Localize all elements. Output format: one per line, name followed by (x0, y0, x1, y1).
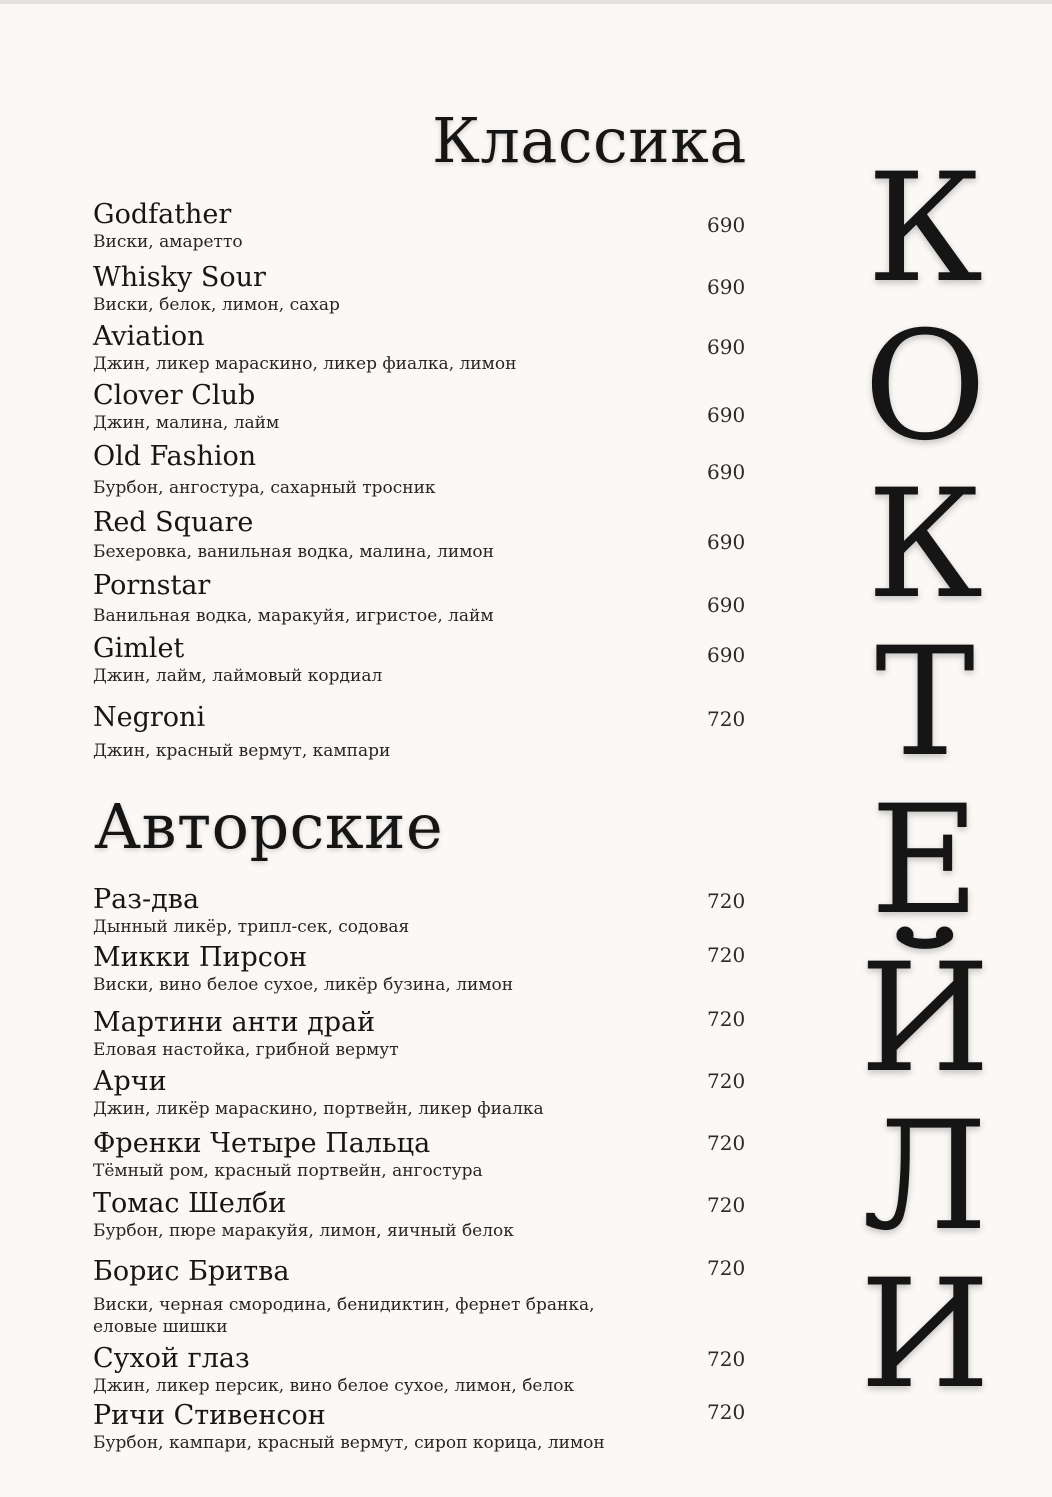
menu-item-price: 690 (707, 530, 746, 554)
menu-item-price: 720 (707, 943, 746, 967)
menu-item-description: Бурбон, пюре маракуйя, лимон, яичный белок (93, 1221, 514, 1241)
menu-item-description: Виски, белок, лимон, сахар (93, 295, 340, 315)
menu-item-name: Мартини анти драй (93, 1007, 376, 1038)
menu-item (93, 1343, 773, 1397)
menu-item-name: Gimlet (93, 633, 185, 664)
menu-item (93, 380, 773, 434)
menu-item-name: Френки Четыре Пальца (93, 1128, 431, 1159)
section-title-author: Авторские (94, 790, 444, 863)
menu-item-price: 720 (707, 1400, 746, 1424)
menu-item-price: 720 (707, 707, 746, 731)
menu-item-description: Еловая настойка, грибной вермут (93, 1040, 399, 1060)
menu-item-price: 690 (707, 403, 746, 427)
menu-item-name: Борис Бритва (93, 1256, 290, 1287)
menu-item (93, 1400, 773, 1454)
vertical-title-letter: И (859, 1248, 991, 1422)
vertical-title-letter: О (863, 300, 987, 474)
menu-item-description: Виски, черная смородина, бенидиктин, фернет бранка, еловые шишки (93, 1295, 595, 1337)
menu-item (93, 507, 773, 563)
menu-item (93, 1066, 773, 1120)
menu-item-price: 720 (707, 1069, 746, 1093)
menu-item-description: Джин, ликер персик, вино белое сухое, лимон, белок (93, 1376, 575, 1396)
menu-item (93, 199, 773, 253)
menu-item-name: Whisky Sour (93, 262, 266, 293)
menu-item-name: Old Fashion (93, 441, 257, 472)
menu-item-description: Джин, ликёр мараскино, портвейн, ликер фиалка (93, 1099, 544, 1119)
menu-item-description: Бехеровка, ванильная водка, малина, лимон (93, 542, 494, 562)
menu-item-price: 720 (707, 1131, 746, 1155)
menu-item-price: 690 (707, 593, 746, 617)
menu-item-price: 720 (707, 1193, 746, 1217)
menu-item-name: Томас Шелби (93, 1188, 287, 1219)
vertical-title (859, 142, 991, 1422)
menu-item-description: Виски, амаретто (93, 232, 243, 252)
menu-item-name: Negroni (93, 702, 206, 733)
menu-item-price: 720 (707, 1007, 746, 1031)
menu-item-description: Джин, ликер мараскино, ликер фиалка, лимон (93, 354, 517, 374)
menu-item (93, 262, 773, 316)
menu-item-description: Ванильная водка, маракуйя, игристое, лайм (93, 606, 494, 626)
vertical-title-letter: К (866, 142, 984, 316)
menu-item (93, 1128, 773, 1182)
menu-item-name: Pornstar (93, 570, 211, 601)
menu-item-description: Джин, лайм, лаймовый кордиал (93, 666, 383, 686)
menu-item-name: Aviation (93, 321, 205, 352)
section-title-classic: Классика (432, 104, 747, 177)
menu-item-name: Red Square (93, 507, 254, 538)
vertical-title-letter: Т (874, 616, 976, 790)
menu-item-price: 690 (707, 335, 746, 359)
menu-item-description: Джин, красный вермут, кампари (93, 741, 391, 761)
vertical-title-letter: Й (859, 932, 991, 1106)
top-divider (0, 0, 1052, 4)
menu-item-price: 690 (707, 213, 746, 237)
vertical-title-letter: Е (870, 774, 980, 948)
menu-item (93, 884, 773, 938)
menu-item-name: Сухой глаз (93, 1343, 250, 1374)
menu-item-price: 720 (707, 1347, 746, 1371)
menu-item (93, 1007, 773, 1061)
vertical-title-letter: К (866, 458, 984, 632)
menu-item-name: Арчи (93, 1066, 167, 1097)
menu-item (93, 441, 773, 499)
menu-item (93, 942, 773, 996)
menu-item (93, 702, 773, 762)
menu-item-name: Ричи Стивенсон (93, 1400, 326, 1431)
menu-item-price: 720 (707, 1256, 746, 1280)
menu-item-name: Раз-два (93, 884, 200, 915)
menu-item-description: Джин, малина, лайм (93, 413, 280, 433)
menu-item-name: Clover Club (93, 380, 256, 411)
menu-item-description: Тёмный ром, красный портвейн, ангостура (93, 1161, 483, 1181)
menu-item (93, 633, 773, 687)
menu-item-description: Бурбон, кампари, красный вермут, сироп корица, лимон (93, 1433, 605, 1453)
menu-item-price: 690 (707, 460, 746, 484)
menu-item-price: 690 (707, 275, 746, 299)
menu-item (93, 570, 773, 627)
vertical-title-letter: Л (862, 1090, 988, 1264)
menu-item-description: Бурбон, ангостура, сахарный тросник (93, 478, 436, 498)
menu-item-price: 720 (707, 889, 746, 913)
menu-item (93, 1188, 773, 1242)
menu-item-name: Godfather (93, 199, 232, 230)
menu-item-name: Микки Пирсон (93, 942, 308, 973)
menu-item-price: 690 (707, 643, 746, 667)
menu-item (93, 321, 773, 375)
menu-item-description: Дынный ликёр, трипл-сек, содовая (93, 917, 410, 937)
menu-item (93, 1256, 773, 1338)
menu-item-description: Виски, вино белое сухое, ликёр бузина, лимон (93, 975, 514, 995)
